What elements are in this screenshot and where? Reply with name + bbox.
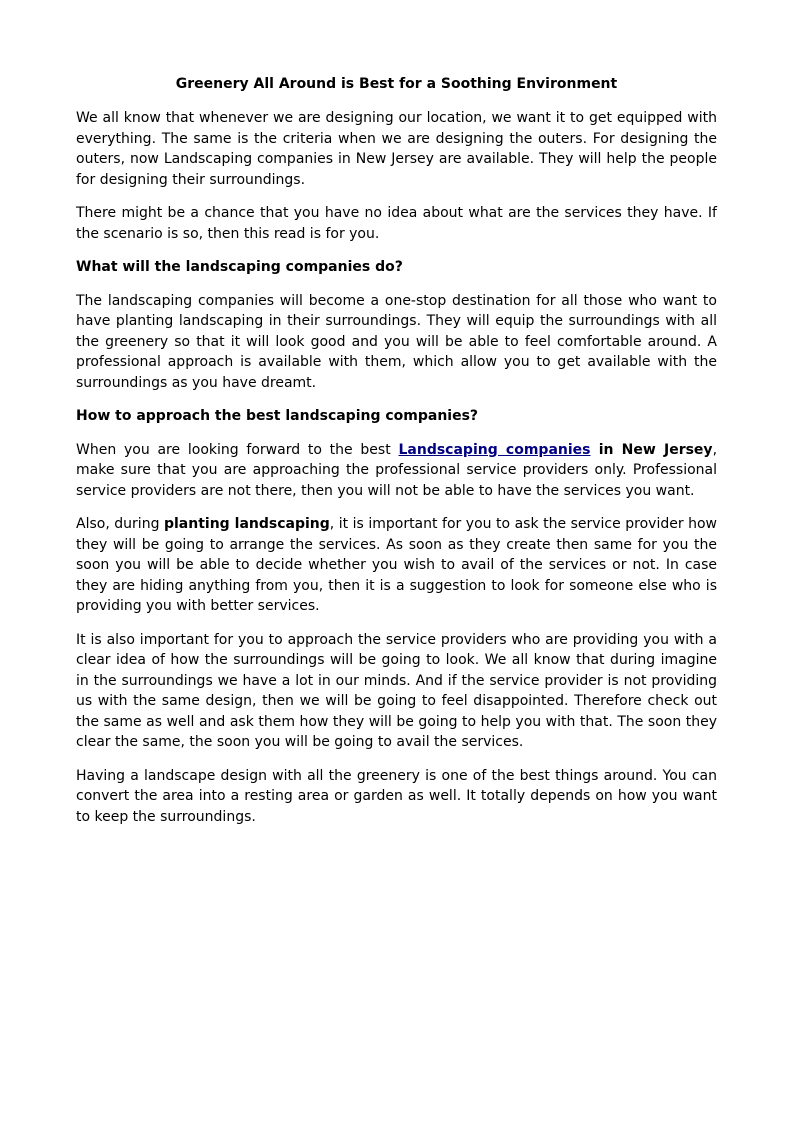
paragraph-looking-forward (76, 440, 717, 502)
document-title: Greenery All Around is Best for a Soothing Environment (175, 76, 618, 92)
paragraph-planting (76, 514, 717, 617)
heading-what-companies-do: What will the landscaping companies do? (76, 259, 403, 275)
paragraph-text: , make sure that you are approaching the professional service providers only. Professional service providers are not there, then you will not be able to have the services you want. (76, 441, 718, 499)
paragraph-conclusion: Having a landscape design with all the greenery is one of the best things around. You can convert the area into a resting area or garden as well. It totally depends on how you want to keep the surroundings. (76, 767, 717, 825)
bold-text-new-jersey: in New Jersey (590, 441, 713, 458)
paragraph-one-stop: The landscaping companies will become a one-stop destination for all those who want to have planting landscaping in their surroundings. They will equip the surroundings with all the greenery so that it will look good and you will be able to feel comfortable around. A professional approach is available with them, which allow you to get available with the surroundings as you have dreamt. (76, 292, 717, 391)
paragraph-intro: We all know that whenever we are designing our location, we want it to get equipped with everything. The same is the criteria when we are designing the outers. For designing the outers, now Landscaping companies in New Jersey are available. They will help the people for designing their surroundings. (76, 110, 717, 188)
paragraph-scenario: There might be a chance that you have no idea about what are the services they have. If the scenario is so, then this read is for you. (76, 205, 717, 242)
bold-text-planting-landscaping: planting landscaping (163, 516, 330, 532)
paragraph-text: Also, during (76, 516, 164, 532)
paragraph-text: When you are looking forward to the best (76, 441, 399, 458)
heading-how-to-approach: How to approach the best landscaping companies? (76, 408, 479, 424)
landscaping-companies-link[interactable]: Landscaping companies (398, 441, 591, 458)
paragraph-clear-idea: It is also important for you to approach the service providers who are providing you with a clear idea of how the surroundings will be going to look. We all know that during imagine in the surroundings we have a lot in our minds. And if the service provider is not providing us with the same design, then we will be going to feel disappointed. Therefore check out the same as well and ask them how they will be going to help you with that. The soon they clear the same, the soon you will be going to avail the services. (76, 631, 717, 750)
document-page (76, 74, 717, 840)
paragraph-text: , it is important for you to ask the service provider how they will be going to arrange the services. As soon as they create then same for you the soon you will be able to decide whether you wish to avail of the services or not. In case they are hiding anything from you, then it is a suggestion to look for someone else who is providing you with better services. (76, 516, 717, 614)
